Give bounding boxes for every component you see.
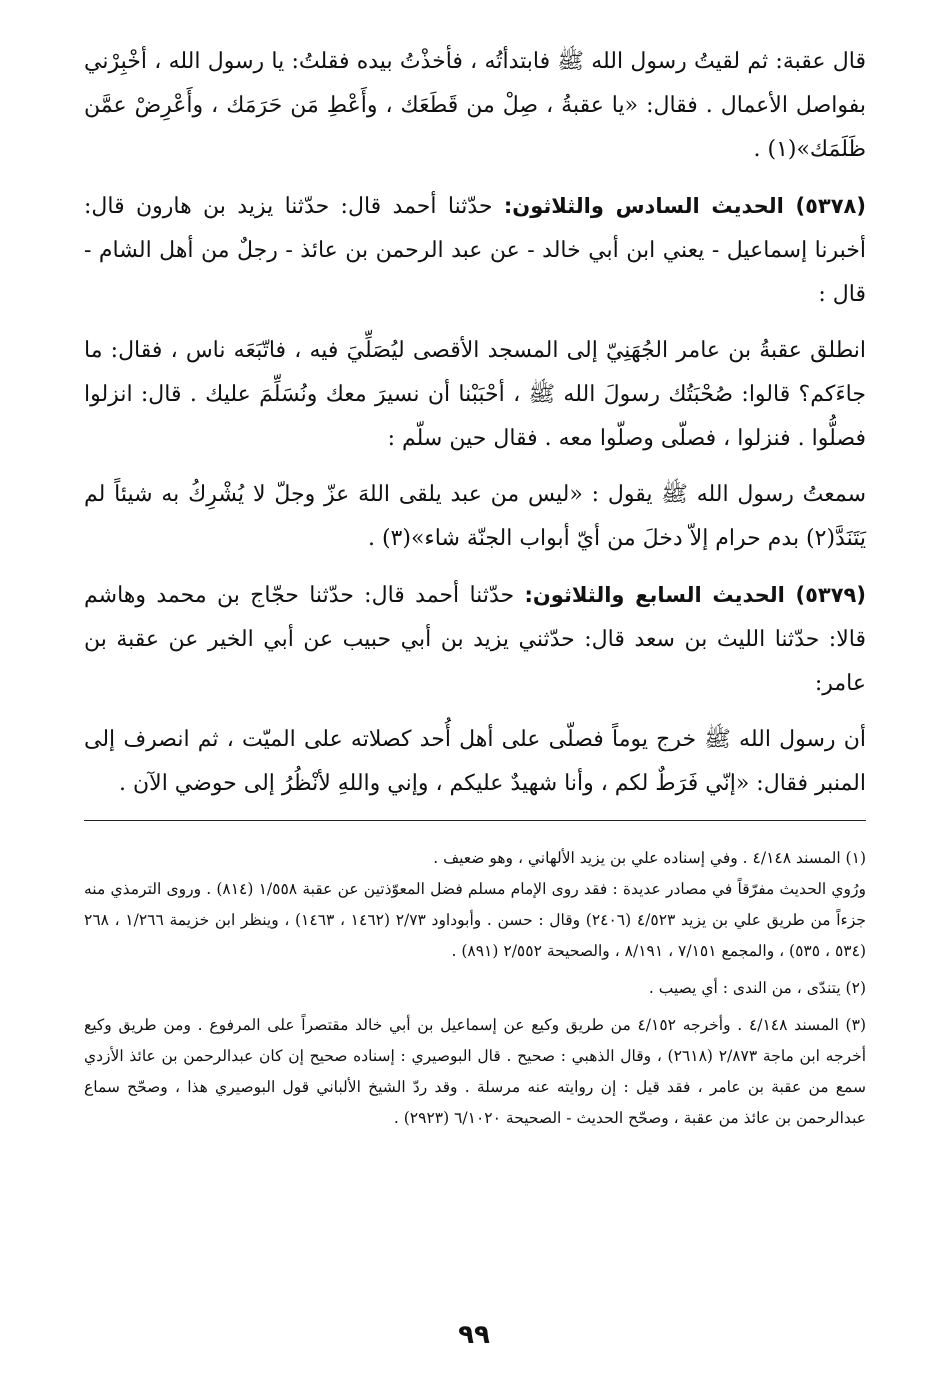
page <box>84 40 866 1134</box>
hadith-heading: (٥٣٧٩) الحديث السابع والثلاثون: <box>524 583 866 607</box>
paragraph-text: حدّثنا أحمد قال: حدّثنا يزيد بن هارون قال: أخبرنا إسماعيل - يعني ابن أبي خالد - عن عبد الرحمن بن عائذ - رجلٌ من أهل الشام - قال : <box>84 194 866 307</box>
footnotes <box>84 843 866 1134</box>
page-number: ٩٩ <box>458 1320 490 1350</box>
hadith-5378-matn <box>84 473 866 561</box>
paragraph-text: سمعتُ رسول الله ﷺ يقول : «ليس من عبد يلقى اللهَ عزّ وجلّ لا يُشْرِكُ به شيئاً لم يَتَنَدَّ(٢) بدم حرام إلاّ دخلَ من أيّ أبواب الجنّة شاء»(٣) . <box>84 482 866 551</box>
hadith-heading: (٥٣٧٨) الحديث السادس والثلاثون: <box>503 194 866 218</box>
footnote-2: (٢) يتندّى ، من الندى : أي يصيب . <box>648 979 866 997</box>
hadith-5379-matn <box>84 718 866 806</box>
paragraph-text: حدّثنا أحمد قال: حدّثنا حجّاج بن محمد وهاشم قالا: حدّثنا الليث بن سعد قال: حدّثني يزيد بن أبي حبيب عن أبي الخير عن عقبة بن عامر: <box>84 583 866 696</box>
footnote-1: (١) المسند ٤/١٤٨ . وفي إسناده علي بن يزيد الألهاني ، وهو ضعيف . <box>433 849 866 867</box>
paragraph-text: أن رسول الله ﷺ خرج يوماً فصلّى على أهل أُحد كصلاته على الميّت ، ثم انصرف إلى المنبر فقال: «إنّي فَرَطٌ لكم ، وأنا شهيدٌ عليكم ، وإني واللهِ لأنْظُرُ إلى حوضي الآن . <box>84 727 866 796</box>
hadith-5378-isnad <box>84 184 866 317</box>
footnote-3: (٣) المسند ٤/١٤٨ . وأخرجه ٤/١٥٢ من طريق وكيع عن إسماعيل بن أبي خالد مقتصراً على المرفوع . ومن طريق وكيع أخرجه ابن ماجة ٢/٨٧٣ (٢٦١٨) ، وقال الذهبي : صحيح . قال البوصيري : إسناده صحيح إن كان عبدالرحمن بن عائذ الأزدي سمع من عقبة بن عامر ، فقد قيل : إن روايته عنه مرسلة . وقد ردّ الشيخ الألباني قول البوصيري هذا ، وصحّح سماع عبدالرحمن بن عائذ من عقبة ، وصحّح الحديث - الصحيحة ٦/١٠٢٠ (٢٩٢٣) . <box>84 1016 866 1127</box>
paragraph-jerusalem-journey <box>84 329 866 461</box>
main-text <box>84 40 866 806</box>
paragraph-text: انطلق عقبةُ بن عامر الجُهَنِيّ إلى المسجد الأقصى ليُصَلِّيَ فيه ، فاتّبَعَه ناس ، فقال: ما جاءَكم؟ قالوا: صُحْبَتُك رسولَ الله ﷺ ، أحْبَبْنا أن نسيرَ معك ونُسَلِّمَ عليك . قال: انزلوا فصلُّوا . فنزلوا ، فصلّى وصلّوا معه . فقال حين سلّم : <box>84 338 866 451</box>
paragraph-text: قال عقبة: ثم لقيتُ رسول الله ﷺ فابتدأتُه ، فأخذْتُ بيده فقلتُ: يا رسول الله ، أخْبِرْني بفواصل الأعمال . فقال: «يا عقبةُ ، صِلْ من قَطَعَك ، وأَعْطِ مَن حَرَمَك ، وأَعْرِضْ عمَّن ظَلَمَك»(١) . <box>84 49 866 162</box>
footnote-1-continued: ورُوي الحديث مفرّقاً في مصادر عديدة : فقد روى الإمام مسلم فضل المعوّذتين عن عقبة ١/٥٥٨ (٨١٤) . وروى الترمذي منه جزءاً من طريق علي بن يزيد ٤/٥٢٣ (٢٤٠٦) وقال : حسن . وأبوداود ٢/٧٣ (١٤٦٢ ، ١٤٦٣) ، وينظر ابن خزيمة ١/٢٦٦ ، ٢٦٨ (٥٣٤ ، ٥٣٥) ، والمجمع ٧/١٥١ ، ٨/١٩١ ، والصحيحة ٢/٥٥٢ (٨٩١) . <box>84 880 866 960</box>
hadith-5379-isnad <box>84 573 866 706</box>
footnote-divider <box>84 820 866 821</box>
paragraph-uqba-encounter <box>84 40 866 172</box>
